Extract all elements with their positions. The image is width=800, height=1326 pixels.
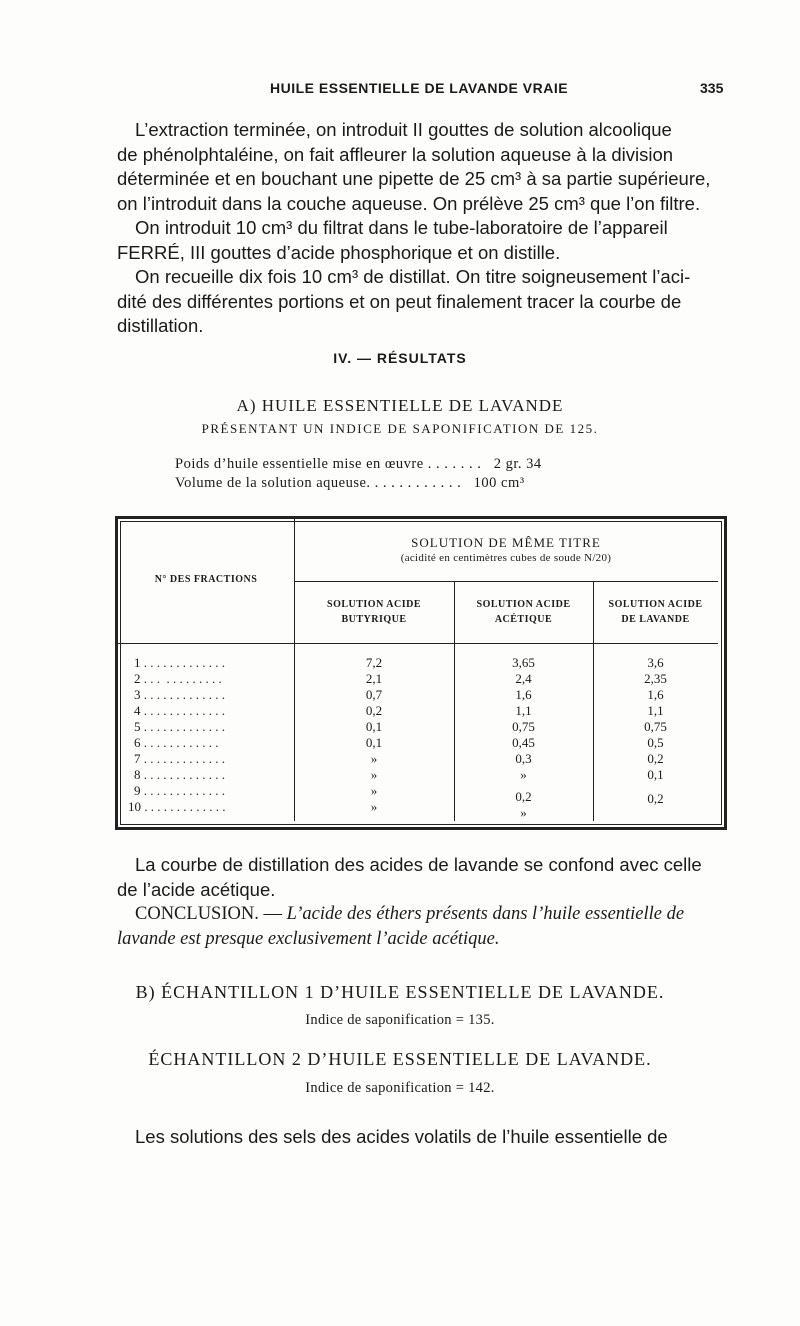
subsection-a-subtitle: PRÉSENTANT UN INDICE DE SAPONIFICATION DE 125. xyxy=(201,421,599,436)
table-cell: 2,35 xyxy=(644,671,667,686)
text-line: On introduit 10 cm³ du filtrat dans le tube-laboratoire de l’appareil xyxy=(135,217,668,238)
sample-2-index: Indice de saponification = 142. xyxy=(305,1080,495,1096)
table-cell: » xyxy=(370,751,378,766)
table-cell: 2,4 xyxy=(515,671,532,686)
table-cell: » xyxy=(370,799,378,814)
group-subheader: (acidité en centimètres cubes de soude N/20) xyxy=(400,552,612,564)
table-cell: » xyxy=(520,805,527,820)
table-cell: » xyxy=(370,767,378,782)
text-line: de phénolphtaléine, on fait affleurer la solution aqueuse à la division xyxy=(117,143,674,165)
butyric-header-2: BUTYRIQUE xyxy=(341,614,407,625)
table-cell: 3,6 xyxy=(647,655,664,670)
section-title: IV. — RÉSULTATS xyxy=(333,350,467,366)
table-cell: 0,75 xyxy=(644,719,667,734)
paragraph-extraction xyxy=(117,118,727,339)
table-cell: 0,45 xyxy=(512,735,535,750)
subsection-a-title: A) HUILE ESSENTIELLE DE LAVANDE xyxy=(236,396,564,415)
table-cell: 0,5 xyxy=(647,735,664,750)
table-row-label: 5 . . . . . . . . . . . . . xyxy=(134,719,225,734)
acetic-header: SOLUTION ACIDE xyxy=(476,599,571,610)
sample-2-title: ÉCHANTILLON 2 D’HUILE ESSENTIELLE DE LAVANDE. xyxy=(148,1049,652,1069)
sample-1-index: Indice de saponification = 135. xyxy=(305,1012,495,1028)
text-line: On recueille dix fois 10 cm³ de distillat. On titre soigneusement l’aci- xyxy=(135,266,691,287)
conclusion-text: L’acide des éthers présents dans l’huile essentielle de xyxy=(286,904,685,924)
table-row-label: 6 . . . . . . . . . . . . xyxy=(134,735,219,750)
running-header: HUILE ESSENTIELLE DE LAVANDE VRAIE xyxy=(270,80,569,96)
table-cell: 0,2 xyxy=(647,751,664,766)
conclusion xyxy=(117,902,727,951)
text-line: déterminée et en bouchant une pipette de 25 cm³ à sa partie supérieure, xyxy=(117,168,711,189)
text-line: dité des différentes portions et on peut finalement tracer la courbe de xyxy=(117,290,682,312)
text-line: La courbe de distillation des acides de lavande se confond avec celle xyxy=(135,854,702,875)
text-line: FERRÉ, III gouttes d’acide phosphorique et on distille. xyxy=(117,241,561,263)
results-table xyxy=(115,516,727,830)
table-row-label: 7 . . . . . . . . . . . . . xyxy=(134,751,225,766)
fraction-number-header: N° DES FRACTIONS xyxy=(154,574,258,585)
butyric-header: SOLUTION ACIDE xyxy=(327,599,421,610)
table-cell: 1,1 xyxy=(515,703,532,718)
text-line: on l’introduit dans la couche aqueuse. On prélève 25 cm³ que l’on filtre. xyxy=(117,192,701,214)
table-cell: 3,65 xyxy=(512,655,535,670)
table-row-label: 8 . . . . . . . . . . . . . xyxy=(134,767,225,782)
table-cell: 0,2 xyxy=(365,703,383,718)
text-line: distillation. xyxy=(117,315,204,336)
table-cell: 1,6 xyxy=(515,687,532,702)
table-cell: 0,1 xyxy=(647,767,664,782)
lavender-header: SOLUTION ACIDE xyxy=(608,599,703,610)
subsection-b-title: B) ÉCHANTILLON 1 D’HUILE ESSENTIELLE DE LAVANDE. xyxy=(135,982,665,1002)
table-row-label: 3 . . . . . . . . . . . . . xyxy=(134,687,225,702)
text-line: Les solutions des sels des acides volatils de l’huile essentielle de xyxy=(135,1126,668,1147)
acetic-header-2: ACÉTIQUE xyxy=(494,614,553,625)
table-cell: 0,1 xyxy=(365,719,383,734)
table-row-label: 9 . . . . . . . . . . . . . xyxy=(134,783,225,798)
paragraph-solutions xyxy=(117,1125,727,1150)
table-cell: 1,1 xyxy=(647,703,664,718)
group-header: SOLUTION DE MÊME TITRE xyxy=(411,535,601,550)
paragraph-curve xyxy=(117,853,727,902)
table-row-label: 1 . . . . . . . . . . . . . xyxy=(134,655,225,670)
table-cell: » xyxy=(370,783,378,798)
table-cell: 0,3 xyxy=(515,751,532,766)
table-cell: 2,1 xyxy=(365,671,383,686)
table-cell: 7,2 xyxy=(365,655,383,670)
oil-weight-line: Poids d’huile essentielle mise en œuvre . . . . . . . 2 gr. 34 xyxy=(175,456,542,472)
table-row-label: 10 . . . . . . . . . . . . . xyxy=(128,799,226,814)
solution-volume-line: Volume de la solution aqueuse. . . . . . . . . . . . 100 cm³ xyxy=(175,475,525,491)
table-cell: 0,75 xyxy=(512,719,535,734)
page-number: 335 xyxy=(700,80,724,96)
text-line: L’extraction terminée, on introduit II gouttes de solution alcoolique xyxy=(135,119,672,140)
table-cell: » xyxy=(520,767,527,782)
lavender-header-2: DE LAVANDE xyxy=(621,614,690,625)
conclusion-text: lavande est presque exclusivement l’acide acétique. xyxy=(117,928,500,949)
table-cell: 0,1 xyxy=(365,735,383,750)
table-cell: 1,6 xyxy=(647,687,664,702)
text-line: de l’acide acétique. xyxy=(117,878,276,900)
table-cell: 0,7 xyxy=(365,687,383,702)
table-row-label: 2 . . . . . . . . . . . . xyxy=(134,671,222,686)
table-row-label: 4 . . . . . . . . . . . . . xyxy=(134,703,225,718)
table-cell: 0,2 xyxy=(515,789,532,804)
table-cell: 0,2 xyxy=(647,791,664,806)
conclusion-label: CONCLUSION. — xyxy=(135,904,282,924)
